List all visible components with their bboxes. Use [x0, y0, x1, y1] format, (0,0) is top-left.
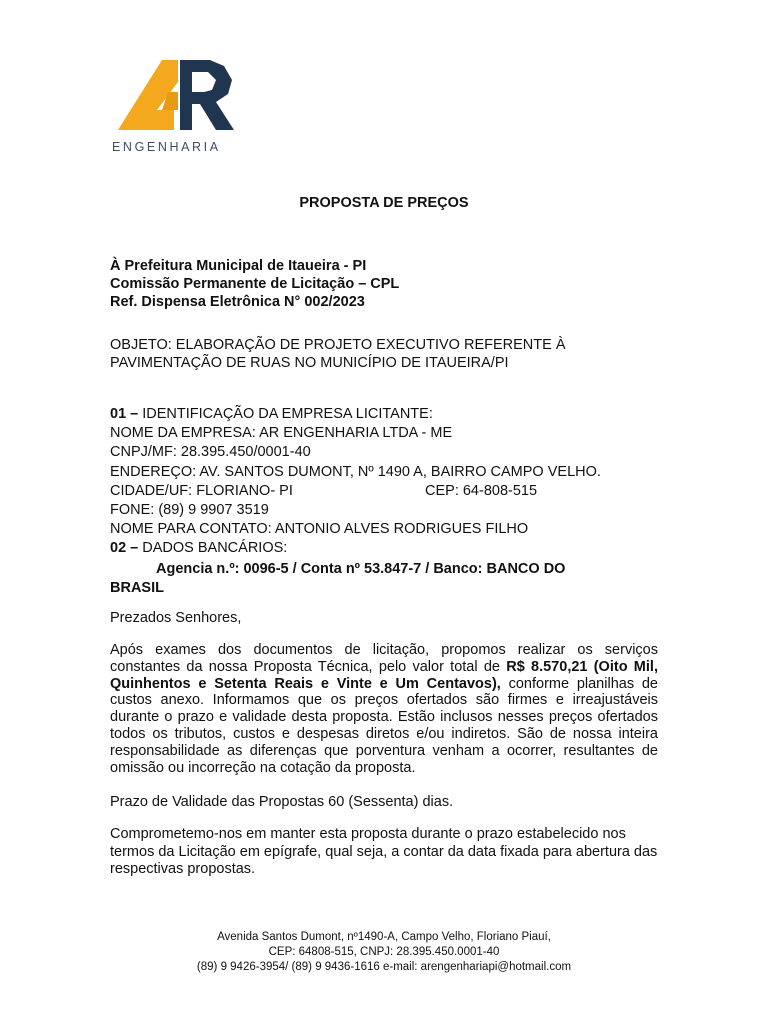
- addressee-line: À Prefeitura Municipal de Itaueira - PI: [110, 258, 367, 274]
- section-number: 02 –: [110, 540, 139, 557]
- contact-name: NOME PARA CONTATO: ANTONIO ALVES RODRIGUES FILHO: [110, 521, 529, 538]
- logo-text: ENGENHARIA: [112, 140, 221, 154]
- company-name: NOME DA EMPRESA: AR ENGENHARIA LTDA - ME: [110, 425, 453, 442]
- identification-heading: [110, 405, 658, 424]
- validity-statement: Prazo de Validade das Propostas 60 (Sessenta) dias.: [110, 794, 454, 810]
- section-heading: DADOS BANCÁRIOS:: [138, 540, 288, 557]
- address: ENDEREÇO: AV. SANTOS DUMONT, Nº 1490 A, BAIRRO CAMPO VELHO.: [110, 463, 601, 480]
- page-footer: [0, 930, 768, 975]
- objeto-block: [110, 336, 658, 372]
- footer-line: Avenida Santos Dumont, nº1490-A, Campo Velho, Floriano Piauí,: [217, 931, 551, 943]
- addressee-line: Ref. Dispensa Eletrônica N° 002/2023: [110, 294, 365, 310]
- objeto-line: PAVIMENTAÇÃO DE RUAS NO MUNICÍPIO DE ITAUEIRA/PI: [110, 355, 509, 371]
- addressee-line: Comissão Permanente de Licitação – CPL: [110, 276, 400, 292]
- paragraph-text: Após exames dos documentos de licitação, propomos realizar os serviços constantes da nossa Proposta Técnica, pelo valor total de: [110, 642, 658, 675]
- section-heading: IDENTIFICAÇÃO DA EMPRESA LICITANTE:: [138, 406, 433, 422]
- greeting: Prezados Senhores,: [110, 610, 242, 626]
- total-amount: R$ 8.570,21 (Oito Mil, Quinhentos e Setenta Reais e Vinte e Um Centavos),: [110, 658, 658, 692]
- bank-details-cont: BRASIL: [110, 579, 164, 596]
- cep: CEP: 64-808-515: [425, 482, 538, 499]
- identification-block: [110, 405, 658, 598]
- commitment-statement: Comprometemo-nos em manter esta proposta durante o prazo estabelecido nos termos da Licitação em epígrafe, qual seja, a contar da data fixada para abertura das respectivas propostas.: [110, 826, 658, 877]
- proposal-paragraph: [110, 642, 658, 776]
- city-row: [110, 482, 658, 501]
- cnpj: CNPJ/MF: 28.395.450/0001-40: [110, 444, 311, 461]
- document-title: PROPOSTA DE PREÇOS: [299, 195, 469, 211]
- bank-details: Agencia n.º: 0096-5 / Conta nº 53.847-7 / Banco: BANCO DO: [156, 560, 566, 577]
- city: CIDADE/UF: FLORIANO- PI: [110, 482, 293, 499]
- section-number: 01 –: [110, 406, 139, 422]
- company-logo: [112, 52, 242, 162]
- phone: FONE: (89) 9 9907 3519: [110, 502, 269, 519]
- footer-line: CEP: 64808-515, CNPJ: 28.395.450.0001-40: [268, 946, 500, 958]
- addressee-block: [110, 257, 658, 311]
- ar-logo-icon: [112, 52, 242, 140]
- bank-heading: [110, 539, 658, 558]
- footer-line: (89) 9 9426-3954/ (89) 9 9436-1616 e-mail: arengenhariapi@hotmail.com: [196, 961, 572, 973]
- objeto-line: OBJETO: ELABORAÇÃO DE PROJETO EXECUTIVO REFERENTE À: [110, 337, 566, 353]
- paragraph-text: conforme planilhas de custos anexo. Informamos que os preços ofertados são firmes e irreajustáveis durante o prazo e validade desta proposta. Estão inclusos nesses preços ofertados todos os tributos, custos e despesas diretos e/ou indiretos. São de nossa inteira responsabilidade as diferenças que porventura venham a ocorrer, resultantes de omissão ou incorreção na cotação da proposta.: [110, 675, 658, 776]
